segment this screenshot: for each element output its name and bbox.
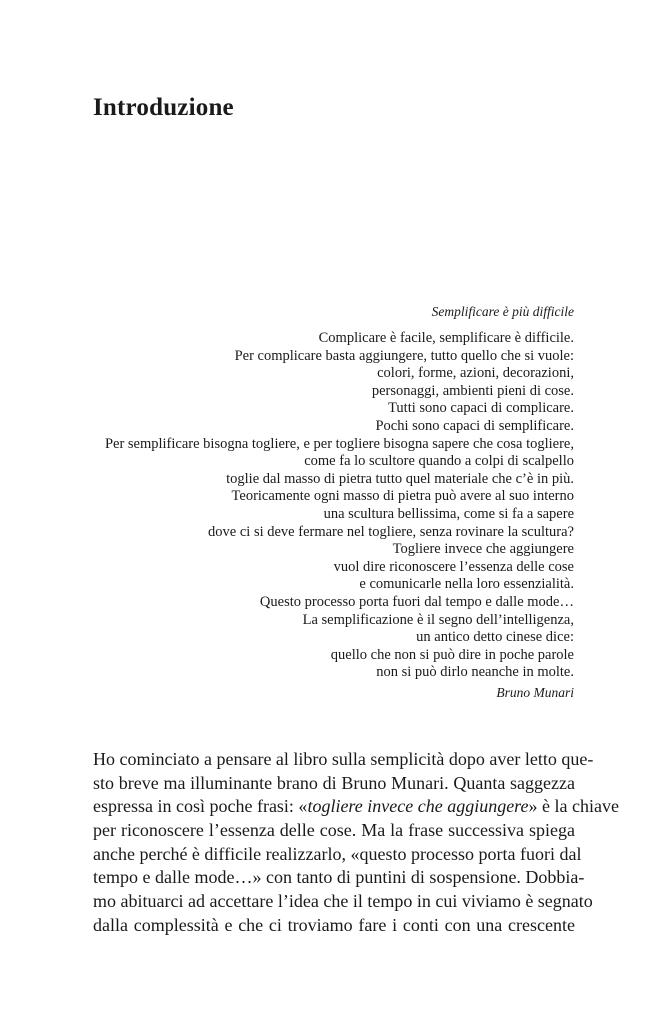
poem-line: dove ci si deve fermare nel togliere, senza rovinare la scultura?: [208, 523, 574, 540]
chapter-title: Introduzione: [93, 94, 234, 121]
emphasized-quote: togliere invece che aggiungere: [307, 796, 529, 817]
body-line: per riconoscere l’essenza delle cose. Ma la frase successiva spiega: [93, 820, 575, 841]
poem-line: Tutti sono capaci di complicare.: [388, 400, 574, 417]
poem-line: Per semplificare bisogna togliere, e per togliere bisogna sapere che cosa togliere,: [104, 435, 574, 452]
poem-line: Per complicare basta aggiungere, tutto quello che si vuole:: [234, 347, 574, 364]
body-line: anche perché è difficile realizzarlo, «questo processo porta fuori dal: [93, 843, 582, 864]
poem-line: Questo processo porta fuori dal tempo e dalle mode…: [259, 593, 574, 610]
poem-line: Teoricamente ogni masso di pietra può avere al suo interno: [231, 488, 574, 505]
body-text-segment: espressa in così poche frasi: «: [93, 796, 308, 817]
poem-line: colori, forme, azioni, decorazioni,: [377, 365, 574, 382]
body-line: Ho cominciato a pensare al libro sulla semplicità dopo aver letto que-: [93, 749, 594, 769]
poem-line: La semplificazione è il segno dell’intelligenza,: [302, 611, 574, 628]
body-line: [93, 795, 619, 819]
body-line: tempo e dalle mode…» con tanto di puntini di sospensione. Dobbia-: [93, 867, 585, 888]
poem-line: un antico detto cinese dice:: [416, 629, 574, 646]
poem-line: come fa lo scultore quando a colpi di scalpello: [304, 453, 574, 470]
poem-line: toglie dal masso di pietra tutto quel materiale che c’è in più.: [226, 470, 574, 487]
body-line: sto breve ma illuminante brano di Bruno Munari. Quanta saggezza: [93, 772, 575, 793]
body-paragraph: [93, 748, 619, 938]
poem-line: e comunicarle nella loro essenzialità.: [359, 576, 574, 593]
body-line: dalla complessità e che ci troviamo fare i conti con una crescente: [93, 914, 575, 935]
poem-line: Togliere invece che aggiungere: [392, 541, 574, 558]
body-line: mo abituarci ad accettare l’idea che il tempo in cui viviamo è segnato: [93, 891, 593, 912]
poem-line: Pochi sono capaci di semplificare.: [375, 417, 574, 434]
poem-line: non si può dirlo neanche in molte.: [376, 664, 574, 681]
poem-line: quello che non si può dire in poche parole: [330, 646, 574, 663]
poem-line: personaggi, ambienti pieni di cose.: [371, 382, 574, 399]
poem-line: vuol dire riconoscere l’essenza delle cose: [333, 558, 574, 575]
poem-line: una scultura bellissima, come si fa a sapere: [323, 505, 574, 522]
poem-line: Complicare è facile, semplificare è difficile.: [318, 330, 574, 346]
epigraph-author: Bruno Munari: [496, 685, 574, 700]
epigraph-title: Semplificare è più difficile: [431, 304, 574, 319]
epigraph-poem: [34, 330, 574, 682]
body-text-segment: » è la chiave: [528, 796, 619, 817]
